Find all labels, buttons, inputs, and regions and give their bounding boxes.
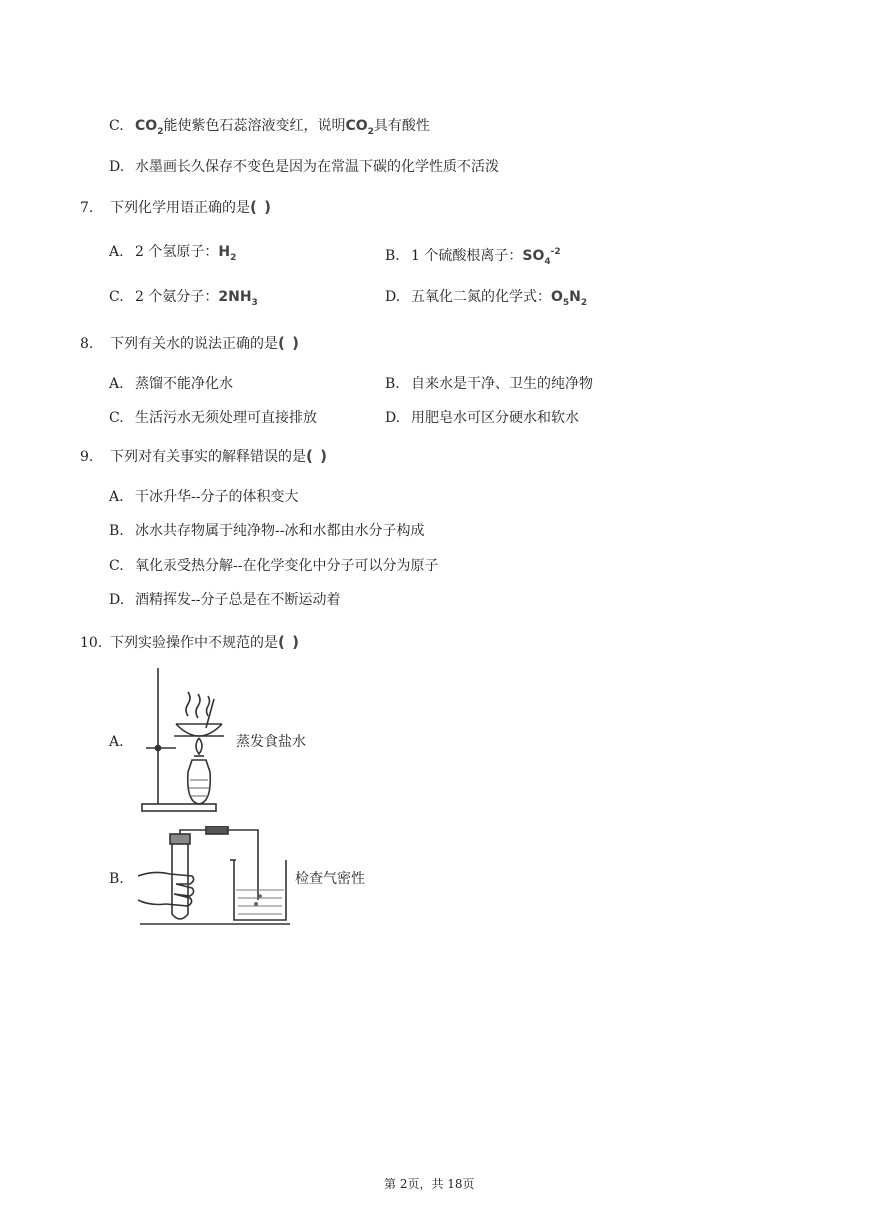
option-label: D.	[385, 289, 401, 305]
option-label: A.	[109, 244, 124, 260]
option-text: 生活污水无须处理可直接排放	[135, 410, 317, 426]
option-text: 2 个氢原子：	[135, 244, 219, 260]
option-text: 五氧化二氮的化学式：	[411, 289, 551, 305]
q10-option-b-caption: 检查气密性	[295, 871, 365, 887]
option-text: 水墨画长久保存不变色是因为在常温下碳的化学性质不活泼	[135, 159, 499, 175]
option-label: C.	[109, 289, 124, 305]
page-footer: 第 2页，共 18页	[384, 1177, 475, 1191]
q9-option-a	[109, 487, 298, 507]
q7-stem	[80, 197, 272, 218]
question-number: 9.	[80, 449, 94, 465]
option-label: B.	[109, 523, 124, 539]
q8-option-d	[385, 408, 579, 428]
option-label: D.	[385, 410, 401, 426]
q10-stem	[80, 632, 300, 653]
nh3-formula: $2NH_3$	[218, 289, 258, 308]
option-text: 2 个氨分子：	[135, 289, 219, 305]
option-text: 氧化汞受热分解--在化学变化中分子可以分为原子	[135, 558, 439, 574]
option-label: B.	[385, 376, 400, 392]
q8-option-a	[109, 374, 233, 394]
q7-option-c	[109, 287, 258, 313]
option-text: 自来水是干净、卫生的纯净物	[411, 376, 593, 392]
q10-option-a-caption: 蒸发食盐水	[236, 734, 306, 750]
option-text: 蒸馏不能净化水	[135, 376, 233, 392]
evaporation-apparatus-figure	[136, 664, 226, 816]
question-number: 8.	[80, 336, 94, 352]
option-text: 用肥皂水可区分硬水和软水	[411, 410, 579, 426]
q10-option-a-label: A.	[109, 734, 124, 750]
answer-blank: ( )	[278, 334, 300, 352]
option-label: C.	[109, 118, 124, 134]
q6-option-d	[109, 157, 499, 177]
q6-option-c	[109, 116, 430, 142]
option-label: C.	[109, 558, 124, 574]
airtightness-check-figure	[136, 826, 296, 930]
q8-option-c	[109, 408, 317, 428]
option-text: 1 个硫酸根离子：	[411, 248, 523, 264]
q9-stem	[80, 446, 328, 467]
question-text: 下列化学用语正确的是	[110, 200, 250, 216]
question-text: 下列有关水的说法正确的是	[110, 336, 278, 352]
n2o5-formula: $O_5N_2$	[551, 289, 588, 308]
answer-blank: ( )	[278, 633, 300, 651]
q7-option-b	[385, 242, 561, 272]
question-text: 下列实验操作中不规范的是	[110, 635, 278, 651]
option-label: D.	[109, 592, 125, 608]
option-label: C.	[109, 410, 124, 426]
option-label: D.	[109, 159, 125, 175]
answer-blank: ( )	[306, 447, 328, 465]
option-text: 干冰升华--分子的体积变大	[135, 489, 299, 505]
question-text: 下列对有关事实的解释错误的是	[110, 449, 306, 465]
option-text: 冰水共存物属于纯净物--冰和水都由水分子构成	[135, 523, 425, 539]
q7-option-a	[109, 242, 236, 268]
q8-stem	[80, 333, 300, 354]
question-number: 10.	[80, 635, 103, 651]
h2-formula: $H_2$	[218, 244, 237, 263]
option-text: 具有酸性	[373, 118, 430, 134]
co2-formula: $CO_2$	[345, 118, 374, 137]
question-number: 7.	[80, 200, 94, 216]
q8-option-b	[385, 374, 593, 394]
option-text: 能使紫色石蕊溶液变红，说明	[163, 118, 346, 134]
answer-blank: ( )	[250, 198, 272, 216]
option-label: A.	[109, 489, 124, 505]
q9-option-b	[109, 521, 424, 541]
q10-option-b-label: B.	[109, 871, 124, 887]
co2-formula: $CO_2$	[135, 118, 164, 137]
sulfate-formula: $SO_4^{-2}$	[522, 247, 561, 267]
q9-option-d	[109, 590, 340, 610]
option-label: A.	[109, 376, 124, 392]
q7-option-d	[385, 287, 587, 313]
option-label: B.	[385, 248, 400, 264]
option-text: 酒精挥发--分子总是在不断运动着	[135, 592, 341, 608]
q9-option-c	[109, 556, 438, 576]
